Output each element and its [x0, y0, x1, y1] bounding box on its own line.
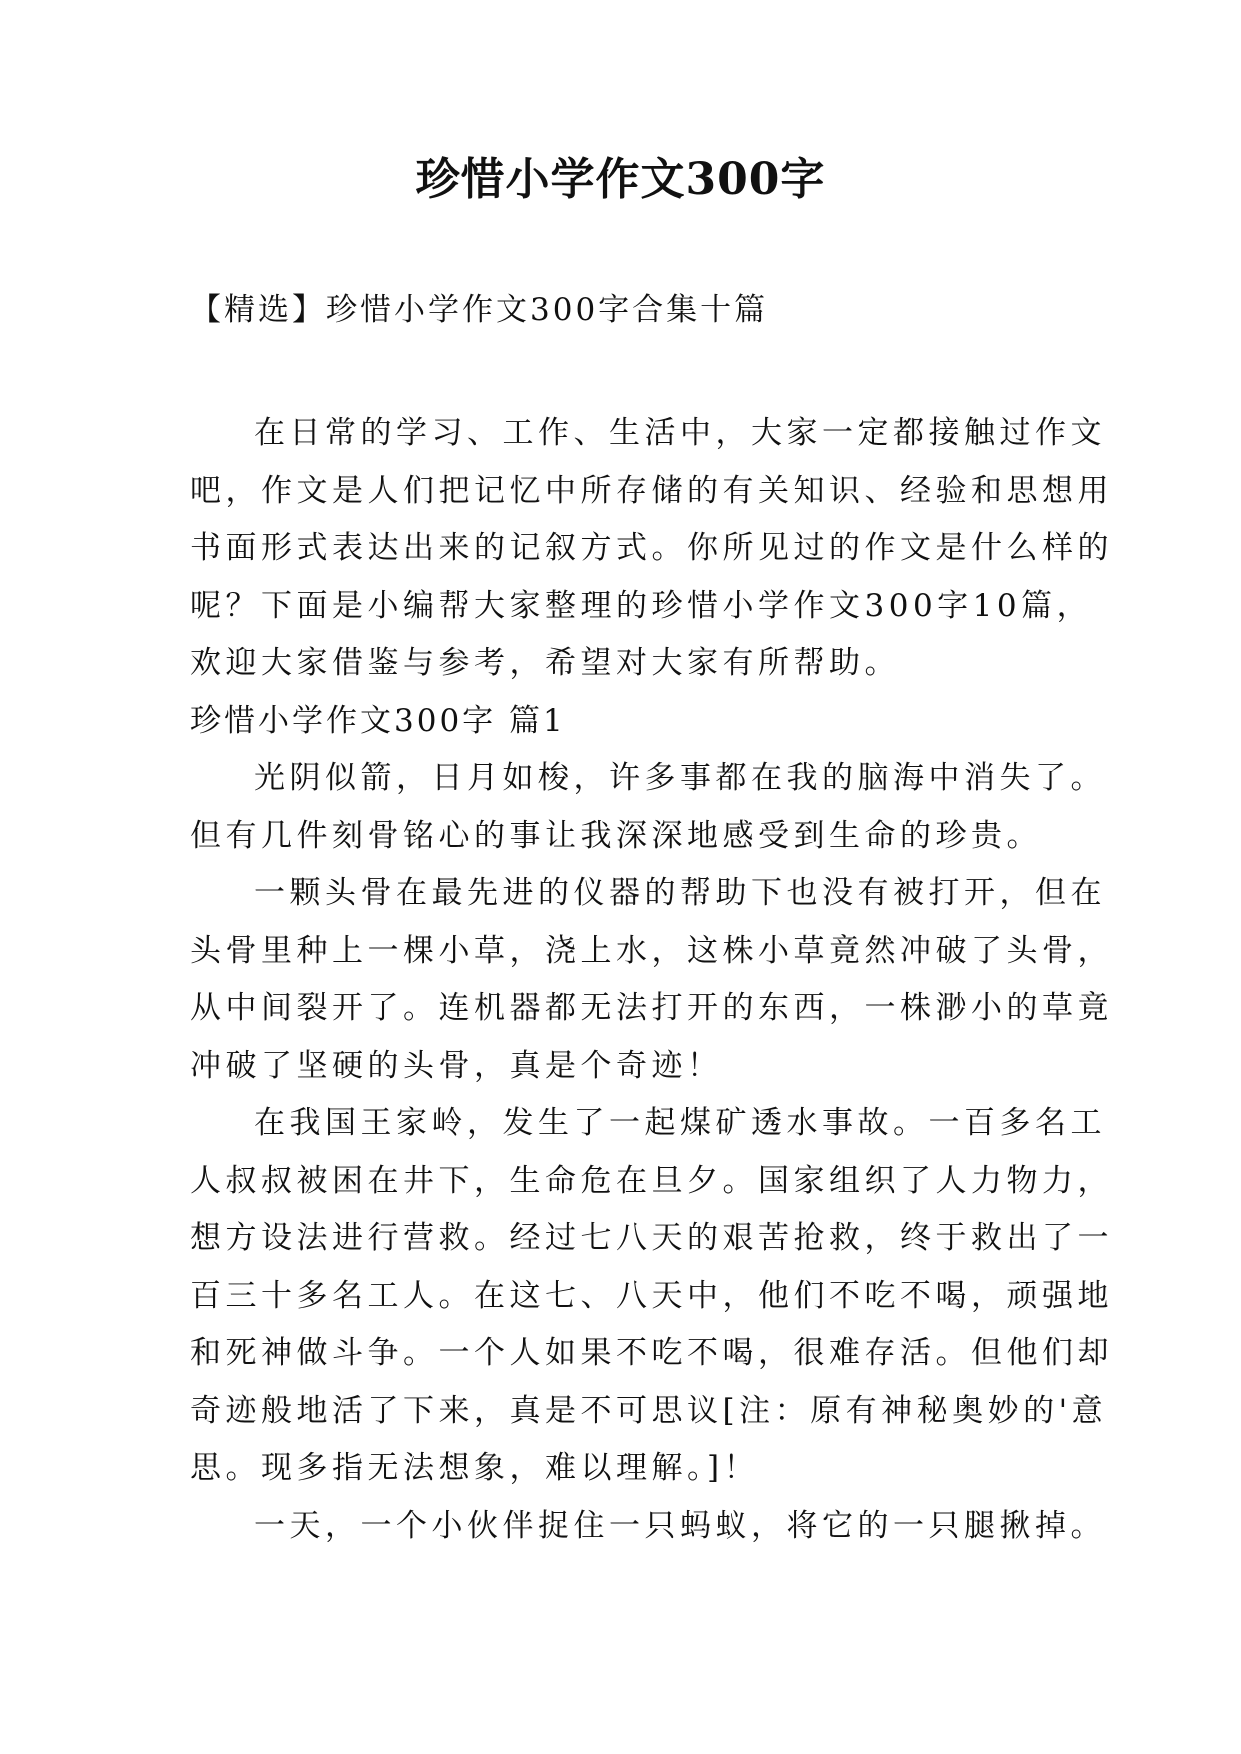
text-line: 吧，作文是人们把记忆中所存储的有关知识、经验和思想用: [190, 472, 1113, 509]
document-body: [190, 405, 1113, 1555]
text-line: 但有几件刻骨铭心的事让我深深地感受到生命的珍贵。: [190, 817, 1042, 854]
text-line: 人叔叔被困在井下，生命危在旦夕。国家组织了人力物力，: [190, 1162, 1113, 1199]
text-line: 呢？下面是小编帮大家整理的珍惜小学作文300字10篇，: [190, 587, 1093, 624]
text-line: 一天，一个小伙伴捉住一只蚂蚁，将它的一只腿揪掉。: [254, 1507, 1106, 1544]
text-line: 欢迎大家借鉴与参考，希望对大家有所帮助。: [190, 645, 900, 681]
text-line: 书面形式表达出来的记叙方式。你所见过的作文是什么样的: [190, 530, 1113, 566]
text-line: 头骨里种上一棵小草，浇上水，这株小草竟然冲破了头骨，: [190, 932, 1113, 969]
text-line: 在我国王家岭，发生了一起煤矿透水事故。一百多名工: [254, 1105, 1106, 1141]
text-line: 从中间裂开了。连机器都无法打开的东西，一株渺小的草竟: [190, 990, 1113, 1026]
text-line: 百三十多名工人。在这七、八天中，他们不吃不喝，顽强地: [190, 1277, 1113, 1314]
text-line: 冲破了坚硬的头骨，真是个奇迹！: [190, 1047, 723, 1084]
section-heading: 珍惜小学作文300字 篇1: [190, 702, 566, 739]
text-line: 在日常的学习、工作、生活中，大家一定都接触过作文: [254, 415, 1106, 451]
text-line: 和死神做斗争。一个人如果不吃不喝，很难存活。但他们却: [190, 1335, 1113, 1371]
text-line: 一颗头骨在最先进的仪器的帮助下也没有被打开，但在: [254, 875, 1106, 911]
document-title: 珍惜小学作文300字: [415, 154, 826, 205]
text-line: 想方设法进行营救。经过七八天的艰苦抢救，终于救出了一: [190, 1220, 1113, 1256]
text-line: 光阴似箭，日月如梭，许多事都在我的脑海中消失了。: [254, 760, 1106, 796]
document-subtitle: 【精选】珍惜小学作文300字合集十篇: [190, 292, 769, 328]
text-line: 奇迹般地活了下来，真是不可思议[注：原有神秘奥妙的'意: [190, 1392, 1108, 1429]
text-line: 思。现多指无法想象，难以理解。]！: [190, 1450, 760, 1486]
